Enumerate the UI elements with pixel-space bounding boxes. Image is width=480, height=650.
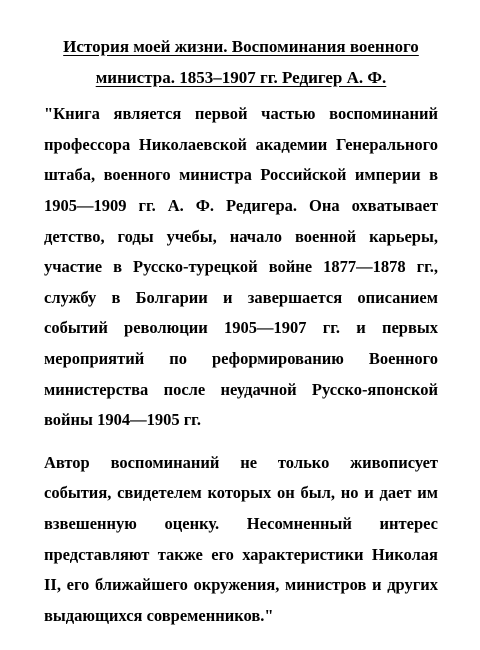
document-body [44,32,438,631]
description-paragraph-2: Автор воспоминаний не только живописует события, свидетелем которых он был, но и дает им взвешенную оценку. Несомненный интерес представляют также его характеристики Николая II, его ближайшего окружения, министров и других выдающихся современников." [44,452,438,625]
document-title: История моей жизни. Воспоминания военного министра. 1853–1907 гг. Редигер А. Ф. [63,37,419,87]
description-paragraph-1: "Книга является первой частью воспоминаний профессора Николаевской академии Генерального штаба, военного министра Российской империи в 1905—1909 гг. А. Ф. Редигера. Она охватывает детство, годы учебы, начало военной карьеры, участие в Русско-турецкой войне 1877—1878 гг., службу в Болгарии и завершается описанием событий революции 1905—1907 гг. и первых мероприятий по реформированию Военного министерства после неудачной Русско-японской войны 1904—1905 гг. [44,104,438,430]
